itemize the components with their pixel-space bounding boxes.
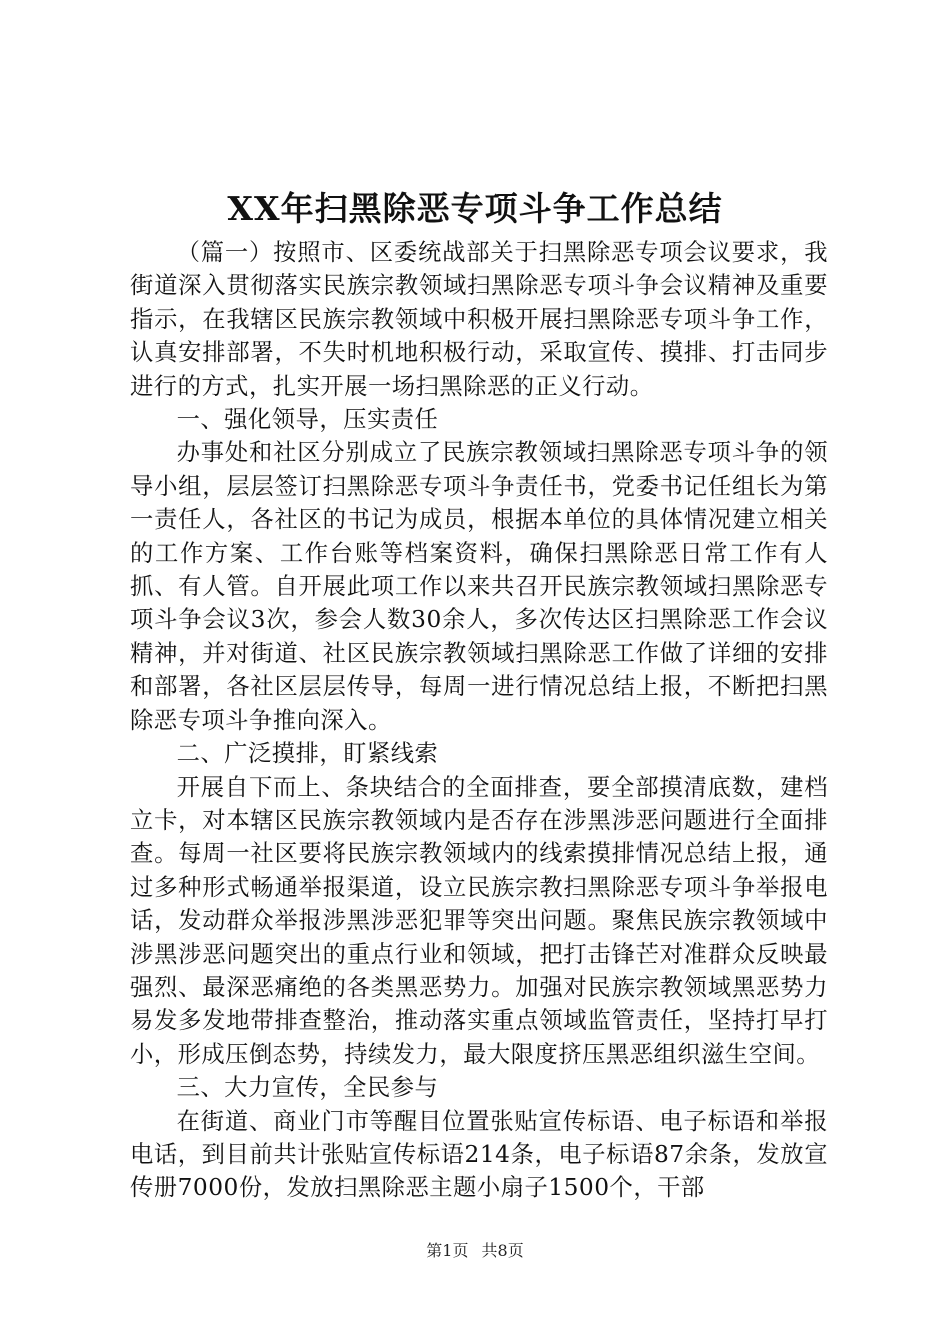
document-title: XX年扫黑除恶专项斗争工作总结 xyxy=(227,189,723,228)
section-heading-2: 二、广泛摸排，盯紧线索 xyxy=(176,740,439,768)
section-heading-3: 三、大力宣传，全民参与 xyxy=(176,1074,439,1102)
section-paragraph-1: 办事处和社区分别成立了民族宗教领域扫黑除恶专项斗争的领导小组，层层签订扫黑除恶专项斗争责任书，党委书记任组长为第一责任人，各社区的书记为成员，根据本单位的具体情况建立相关的工作方案、工作台账等档案资料，确保扫黑除恶日常工作有人抓、有人管。自开展此项工作以来共召开民族宗教领域扫黑除恶专项斗争会议3次，参会人数30余人，多次传达区扫黑除恶工作会议精神，并对街道、社区民族宗教领域扫黑除恶工作做了详细的安排和部署，各社区层层传导，每周一进行情况总结上报，不断把扫黑除恶专项斗争推向深入。 xyxy=(130,439,828,734)
section-paragraph-3: 在街道、商业门市等醒目位置张贴宣传标语、电子标语和举报电话，到目前共计张贴宣传标语214条，电子标语87余条，发放宣传册7000份，发放扫黑除恶主题小扇子1500个，干部 xyxy=(130,1107,828,1202)
page-total: 共8页 xyxy=(481,1241,524,1260)
section-paragraph-2: 开展自下而上、条块结合的全面排查，要全部摸清底数，建档立卡，对本辖区民族宗教领域内是否存在涉黑涉恶问题进行全面排查。每周一社区要将民族宗教领域内的线索摸排情况总结上报，通过多种形式畅通举报渠道，设立民族宗教扫黑除恶专项斗争举报电话，发动群众举报涉黑涉恶犯罪等突出问题。聚焦民族宗教领域中涉黑涉恶问题突出的重点行业和领域，把打击锋芒对准群众反映最强烈、最深恶痛绝的各类黑恶势力。加强对民族宗教领域黑恶势力易发多发地带排查整治，推动落实重点领域监管责任，坚持打早打小，形成压倒态势，持续发力，最大限度挤压黑恶组织滋生空间。 xyxy=(130,773,828,1068)
page-footer xyxy=(0,1240,950,1262)
document-body xyxy=(130,236,828,1205)
section-heading-1: 一、强化领导，压实责任 xyxy=(176,406,439,434)
page-number: 第1页 xyxy=(426,1241,469,1260)
intro-paragraph: （篇一）按照市、区委统战部关于扫黑除恶专项会议要求，我街道深入贯彻落实民族宗教领域扫黑除恶专项斗争会议精神及重要指示，在我辖区民族宗教领域中积极开展扫黑除恶专项斗争工作，认真安排部署，不失时机地积极行动，采取宣传、摸排、打击同步进行的方式，扎实开展一场扫黑除恶的正义行动。 xyxy=(130,239,828,400)
